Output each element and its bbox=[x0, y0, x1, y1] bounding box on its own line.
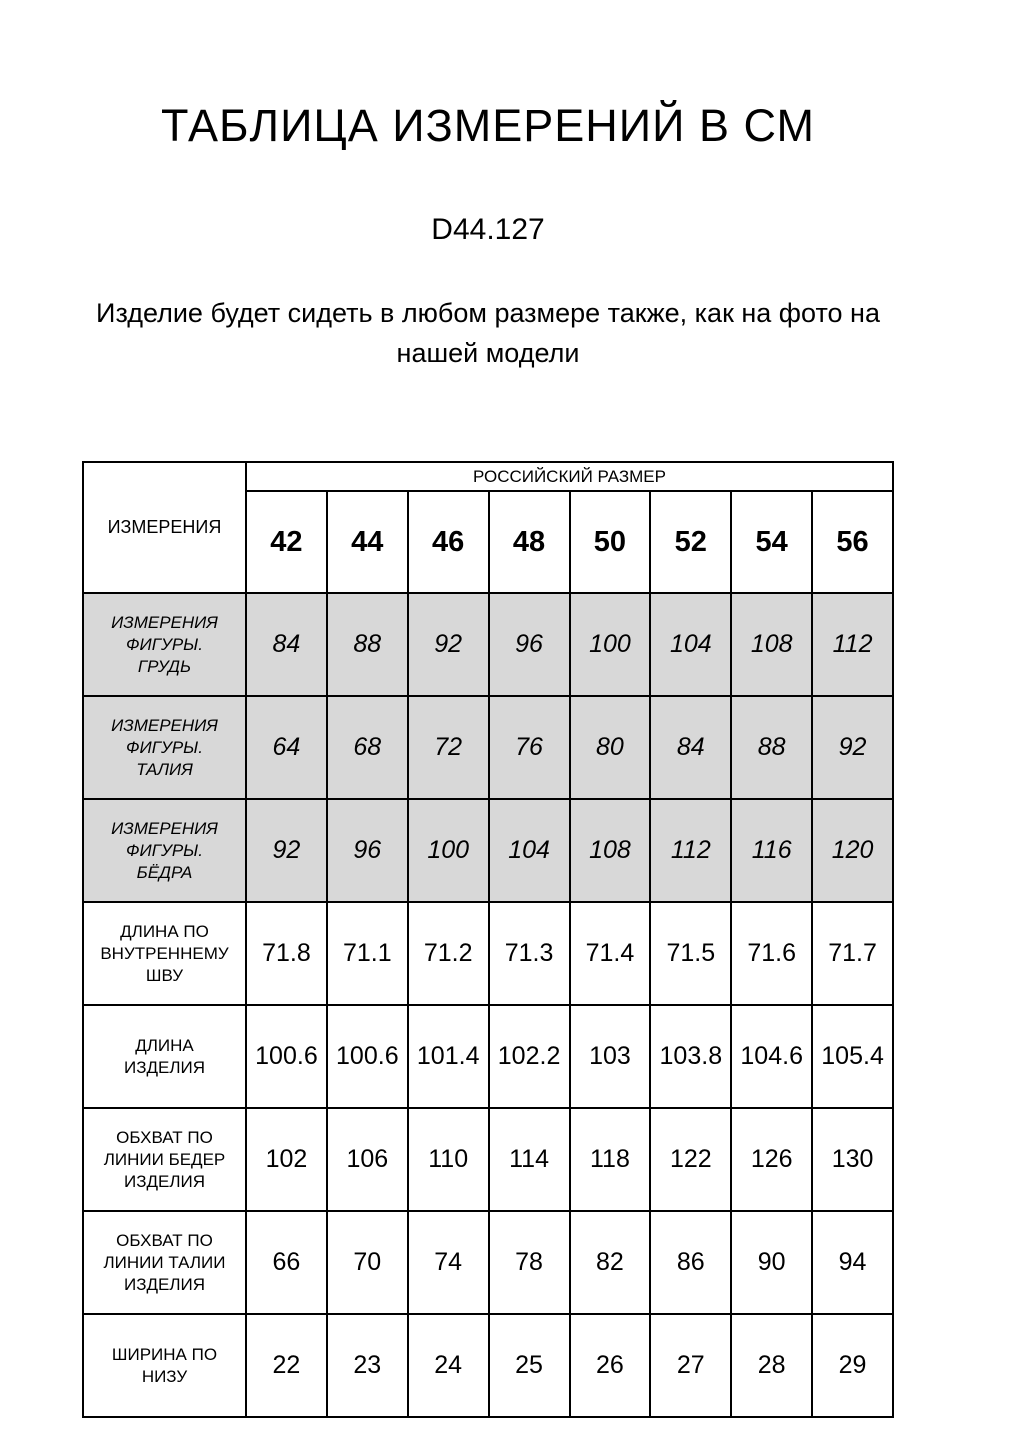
table-row bbox=[83, 1314, 893, 1417]
measurement-value: 29 bbox=[812, 1314, 893, 1417]
measurement-value: 71.7 bbox=[812, 902, 893, 1005]
content-area bbox=[82, 0, 894, 1418]
row-label: ОБХВАТ ПО ЛИНИИ БЕДЕР ИЗДЕЛИЯ bbox=[83, 1108, 246, 1211]
row-label: ДЛИНА ПО ВНУТРЕННЕМУ ШВУ bbox=[83, 902, 246, 1005]
row-label: ИЗМЕРЕНИЯ ФИГУРЫ. БЁДРА bbox=[83, 799, 246, 902]
russian-size-group-header: РОССИЙСКИЙ РАЗМЕР bbox=[246, 462, 893, 491]
measurement-value: 102 bbox=[246, 1108, 327, 1211]
size-column-header: 52 bbox=[650, 491, 731, 593]
fit-note: Изделие будет сидеть в любом размере также, как на фото на нашей модели bbox=[96, 298, 880, 369]
size-column-header: 54 bbox=[731, 491, 812, 593]
measurement-value: 88 bbox=[327, 593, 408, 696]
measurement-value: 26 bbox=[570, 1314, 651, 1417]
measurement-value: 82 bbox=[570, 1211, 651, 1314]
measurement-value: 122 bbox=[650, 1108, 731, 1211]
table-row bbox=[83, 696, 893, 799]
measurement-value: 71.8 bbox=[246, 902, 327, 1005]
measurement-value: 100.6 bbox=[327, 1005, 408, 1108]
measurements-corner-header: ИЗМЕРЕНИЯ bbox=[83, 462, 246, 593]
table-row bbox=[83, 902, 893, 1005]
measurement-value: 92 bbox=[408, 593, 489, 696]
row-label: ИЗМЕРЕНИЯ ФИГУРЫ. ТАЛИЯ bbox=[83, 696, 246, 799]
measurement-value: 96 bbox=[327, 799, 408, 902]
measurement-value: 71.2 bbox=[408, 902, 489, 1005]
table-row bbox=[83, 799, 893, 902]
measurement-value: 78 bbox=[489, 1211, 570, 1314]
measurement-value: 96 bbox=[489, 593, 570, 696]
measurement-value: 120 bbox=[812, 799, 893, 902]
measurement-value: 86 bbox=[650, 1211, 731, 1314]
measurement-value: 71.5 bbox=[650, 902, 731, 1005]
row-label: ШИРИНА ПО НИЗУ bbox=[83, 1314, 246, 1417]
measurement-value: 100 bbox=[570, 593, 651, 696]
measurement-value: 104 bbox=[650, 593, 731, 696]
row-label: ИЗМЕРЕНИЯ ФИГУРЫ. ГРУДЬ bbox=[83, 593, 246, 696]
measurement-value: 104 bbox=[489, 799, 570, 902]
measurement-value: 126 bbox=[731, 1108, 812, 1211]
measurement-value: 112 bbox=[812, 593, 893, 696]
measurement-value: 27 bbox=[650, 1314, 731, 1417]
measurement-value: 114 bbox=[489, 1108, 570, 1211]
table-row bbox=[83, 1211, 893, 1314]
measurement-value: 80 bbox=[570, 696, 651, 799]
measurement-value: 92 bbox=[812, 696, 893, 799]
size-column-header: 50 bbox=[570, 491, 651, 593]
page-title: ТАБЛИЦА ИЗМЕРЕНИЙ В СМ bbox=[161, 100, 815, 151]
measurement-value: 105.4 bbox=[812, 1005, 893, 1108]
size-column-header: 56 bbox=[812, 491, 893, 593]
measurement-value: 71.6 bbox=[731, 902, 812, 1005]
measurement-value: 102.2 bbox=[489, 1005, 570, 1108]
measurement-value: 116 bbox=[731, 799, 812, 902]
measurement-value: 94 bbox=[812, 1211, 893, 1314]
row-label: ОБХВАТ ПО ЛИНИИ ТАЛИИ ИЗДЕЛИЯ bbox=[83, 1211, 246, 1314]
measurement-value: 100.6 bbox=[246, 1005, 327, 1108]
measurement-value: 104.6 bbox=[731, 1005, 812, 1108]
measurement-value: 71.1 bbox=[327, 902, 408, 1005]
measurement-value: 76 bbox=[489, 696, 570, 799]
row-label: ДЛИНА ИЗДЕЛИЯ bbox=[83, 1005, 246, 1108]
table-row bbox=[83, 1108, 893, 1211]
model-code: D44.127 bbox=[431, 213, 545, 247]
measurement-value: 130 bbox=[812, 1108, 893, 1211]
measurement-value: 72 bbox=[408, 696, 489, 799]
measurement-value: 108 bbox=[570, 799, 651, 902]
measurement-value: 92 bbox=[246, 799, 327, 902]
measurement-value: 112 bbox=[650, 799, 731, 902]
measurement-value: 106 bbox=[327, 1108, 408, 1211]
measurement-value: 24 bbox=[408, 1314, 489, 1417]
measurement-value: 71.3 bbox=[489, 902, 570, 1005]
measurement-value: 103 bbox=[570, 1005, 651, 1108]
measurement-value: 22 bbox=[246, 1314, 327, 1417]
measurement-value: 88 bbox=[731, 696, 812, 799]
size-column-header: 46 bbox=[408, 491, 489, 593]
measurement-value: 66 bbox=[246, 1211, 327, 1314]
measurement-value: 28 bbox=[731, 1314, 812, 1417]
measurement-value: 71.4 bbox=[570, 902, 651, 1005]
table-header bbox=[83, 462, 893, 593]
measurement-value: 90 bbox=[731, 1211, 812, 1314]
table-body bbox=[83, 593, 893, 1417]
table-row bbox=[83, 1005, 893, 1108]
measurement-value: 110 bbox=[408, 1108, 489, 1211]
table-row bbox=[83, 593, 893, 696]
size-column-header: 42 bbox=[246, 491, 327, 593]
measurement-value: 84 bbox=[650, 696, 731, 799]
measurement-value: 100 bbox=[408, 799, 489, 902]
measurement-value: 108 bbox=[731, 593, 812, 696]
size-column-header: 44 bbox=[327, 491, 408, 593]
measurement-value: 74 bbox=[408, 1211, 489, 1314]
measurement-value: 101.4 bbox=[408, 1005, 489, 1108]
measurement-value: 23 bbox=[327, 1314, 408, 1417]
measurement-value: 64 bbox=[246, 696, 327, 799]
group-header-row bbox=[83, 462, 893, 491]
measurement-value: 68 bbox=[327, 696, 408, 799]
measurement-value: 25 bbox=[489, 1314, 570, 1417]
measurement-value: 70 bbox=[327, 1211, 408, 1314]
measurement-value: 118 bbox=[570, 1108, 651, 1211]
measurement-value: 103.8 bbox=[650, 1005, 731, 1108]
size-column-header: 48 bbox=[489, 491, 570, 593]
measurements-table bbox=[82, 461, 894, 1418]
measurement-value: 84 bbox=[246, 593, 327, 696]
